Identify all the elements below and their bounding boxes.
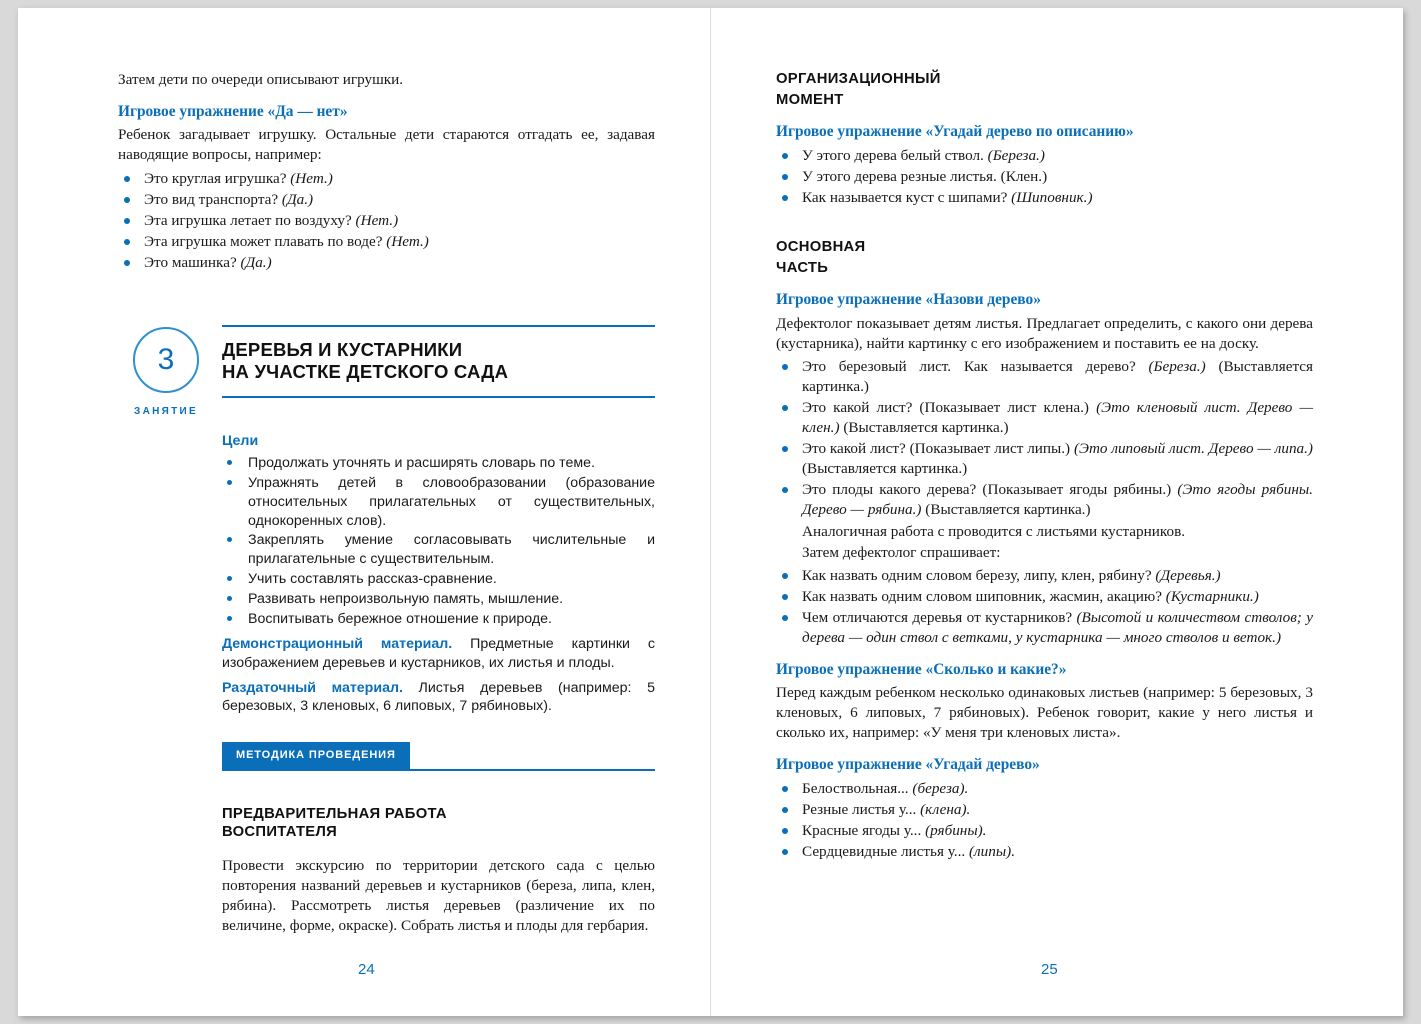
rule-below-title	[222, 396, 655, 398]
method-banner-label: МЕТОДИКА ПРОВЕДЕНИЯ	[222, 742, 410, 769]
list-item: Как назвать одним словом березу, липу, клен, рябину? (Деревья.)	[776, 566, 1313, 586]
list-item	[776, 779, 1313, 799]
list-item-question: Как называется куст с шипами?	[802, 188, 1012, 206]
list-item: Воспитывать бережное отношение к природе.	[222, 610, 655, 629]
list-item-answer: (Нет.)	[386, 232, 429, 250]
main-part-line-2: ЧАСТЬ	[776, 260, 829, 277]
exercise-description-how-many: Перед каждым ребенком несколько одинаковых листьев (например: 5 березовых, 3 кленовых, 6 липовых, 7 рябиновых). Ребенок говорит, какие у него листья и сколько их, например: «У меня три кленовых листа».	[776, 684, 1313, 742]
list-item	[118, 232, 655, 252]
list-item	[776, 146, 1313, 166]
handout-material-label: Раздаточный материал.	[222, 679, 403, 696]
exercise-description-name-tree: Дефектолог показывает детям листья. Предлагает определить, с какого они дерева (кустарника), найти картинку с его изображением и поставить ее на доску.	[776, 314, 1313, 352]
list-item: Это какой лист? (Показывает лист клена.) (Это кленовый лист. Дерево — клен.) (Выставляется картинка.)	[776, 398, 1313, 438]
list-item-question: Красные ягоды у...	[802, 821, 926, 839]
main-part-line-1: ОСНОВНАЯ	[776, 238, 866, 255]
list-item: Это плоды какого дерева? (Показывает ягоды рябины.) (Это ягоды рябины. Дерево — рябина.) (Выставляется картинка.)	[776, 480, 1313, 520]
book-spread	[18, 8, 1403, 1016]
list-item-answer: (липы).	[969, 842, 1016, 860]
lesson-title-wrap	[214, 325, 655, 398]
goals-section	[222, 432, 655, 716]
page-left	[18, 8, 710, 1016]
rule-above-title	[222, 325, 655, 327]
list-item: Это березовый лист. Как называется дерево? (Береза.) (Выставляется картинка.)	[776, 357, 1313, 397]
list-item-answer: (береза).	[912, 779, 969, 797]
lesson-badge	[118, 325, 214, 418]
exercise-list-name-tree	[776, 357, 1313, 521]
goals-title: Цели	[222, 433, 259, 450]
list-item-question: Эта игрушка может плавать по воде?	[144, 232, 387, 250]
list-item-answer: (Береза.)	[987, 146, 1045, 164]
list-item: Упражнять детей в словообразовании (образование относительных прилагательных от существительных, однокоренных слов).	[222, 474, 655, 531]
list-item-answer: (Да.)	[240, 253, 272, 271]
page-right	[710, 8, 1403, 1016]
goals-list	[222, 454, 655, 629]
note-line: Затем дефектолог спрашивает:	[802, 544, 1001, 562]
list-item-answer: (Шиповник.)	[1011, 188, 1093, 206]
exercise-title-name-tree: Игровое упражнение «Назови дерево»	[776, 291, 1041, 309]
exercise-name-tree-notes	[776, 522, 1313, 563]
list-item: Как назвать одним словом шиповник, жасмин, акацию? (Кустарники.)	[776, 587, 1313, 607]
list-item: Закреплять умение согласовывать числительные и прилагательные с существительным.	[222, 531, 655, 569]
list-item-answer: (рябины).	[925, 821, 987, 839]
list-item-answer: (Нет.)	[355, 211, 399, 229]
page-number-left: 24	[358, 961, 375, 979]
list-item	[118, 253, 655, 273]
method-banner-rule	[222, 769, 655, 771]
list-item-question: Это вид транспорта?	[144, 190, 282, 208]
demo-material-line	[222, 635, 655, 673]
intro-paragraph: Затем дети по очереди описывают игрушки.	[118, 71, 404, 88]
list-item-question: Сердцевидные листья у...	[802, 842, 969, 860]
list-item	[776, 821, 1313, 841]
list-item	[776, 167, 1313, 187]
list-item	[118, 190, 655, 210]
list-item-question: У этого дерева белый ствол.	[802, 146, 988, 164]
list-item	[776, 800, 1313, 820]
list-item-answer: (клена).	[920, 800, 971, 818]
lesson-title-line-2: НА УЧАСТКЕ ДЕТСКОГО САДА	[222, 361, 509, 383]
lesson-label: ЗАНЯТИЕ	[134, 405, 198, 417]
exercise-description-da-net: Ребенок загадывает игрушку. Остальные дети стараются отгадать ее, задавая наводящие вопросы, например:	[118, 126, 655, 164]
list-item	[776, 188, 1313, 208]
preliminary-work-paragraph	[222, 856, 655, 936]
exercise-list-guess-tree-description	[776, 146, 1313, 208]
list-item-answer: (Нет.)	[290, 169, 333, 187]
list-item: Это какой лист? (Показывает лист липы.) (Это липовый лист. Дерево — липа.) (Выставляется картинка.)	[776, 439, 1313, 479]
list-item	[118, 211, 655, 231]
list-item: Учить составлять рассказ-сравнение.	[222, 570, 655, 589]
preliminary-work-heading	[222, 805, 655, 842]
list-item: Продолжать уточнять и расширять словарь по теме.	[222, 454, 655, 473]
note-line: Аналогичная работа с проводится с листьями кустарников.	[802, 523, 1186, 541]
list-item: Развивать непроизвольную память, мышление.	[222, 590, 655, 609]
exercise-list-da-net	[118, 169, 655, 273]
preliminary-work-line-2: ВОСПИТАТЕЛЯ	[222, 824, 338, 841]
exercise-list-name-tree-2	[776, 566, 1313, 648]
exercise-list-guess-tree	[776, 779, 1313, 862]
handout-material-line	[222, 679, 655, 717]
list-item	[118, 169, 655, 189]
list-item-question: Это машинка?	[144, 253, 241, 271]
preliminary-work-text: Провести экскурсию по территории детского сада с целью повторения названий деревьев и кустарников (береза, липа, клен, рябина). Рассмотреть листья деревьев (различение их по величине, форме, окраске). Собрать листья и плоды для гербария.	[222, 856, 655, 934]
method-banner	[222, 742, 655, 771]
list-item-question: Белоствольная...	[802, 779, 913, 797]
list-item-answer: (Да.)	[281, 190, 314, 208]
page-number-right: 25	[1041, 961, 1058, 979]
list-item-answer: (Клен.)	[1000, 167, 1048, 185]
list-item-question: Это круглая игрушка?	[144, 169, 291, 187]
exercise-title-guess-tree-description: Игровое упражнение «Угадай дерево по описанию»	[776, 123, 1134, 141]
list-item-question: Резные листья у...	[802, 800, 921, 818]
spacer-1	[776, 210, 1313, 238]
demo-material-label: Демонстрационный материал.	[222, 635, 453, 652]
list-item-question: Эта игрушка летает по воздуху?	[144, 211, 356, 229]
org-moment-line-2: МОМЕНТ	[776, 92, 844, 109]
list-item-question: У этого дерева резные листья.	[802, 167, 1001, 185]
exercise-title-guess-tree: Игровое упражнение «Угадай дерево»	[776, 756, 1040, 774]
lesson-header	[118, 325, 655, 418]
exercise-title-da-net: Игровое упражнение «Да — нет»	[118, 103, 348, 121]
preliminary-work-line-1: ПРЕДВАРИТЕЛЬНАЯ РАБОТА	[222, 805, 447, 822]
exercise-title-how-many: Игровое упражнение «Сколько и какие?»	[776, 660, 1067, 678]
org-moment-line-1: ОРГАНИЗАЦИОННЫЙ	[776, 71, 941, 87]
list-item: Чем отличаются деревья от кустарников? (Высотой и количеством стволов; у дерева — один ствол с ветками, у кустарника — много стволов и веток.)	[776, 608, 1313, 648]
list-item	[776, 842, 1313, 862]
handout-material-text: Листья деревьев (например: 5 березовых, 3 кленовых, 6 липовых, 7 рябиновых).	[222, 679, 655, 715]
lesson-number: 3	[133, 327, 199, 393]
lesson-title-line-1: ДЕРЕВЬЯ И КУСТАРНИКИ	[222, 338, 463, 360]
demo-material-text: Предметные картинки с изображением деревьев и кустарников, их листья и плоды.	[222, 635, 655, 671]
